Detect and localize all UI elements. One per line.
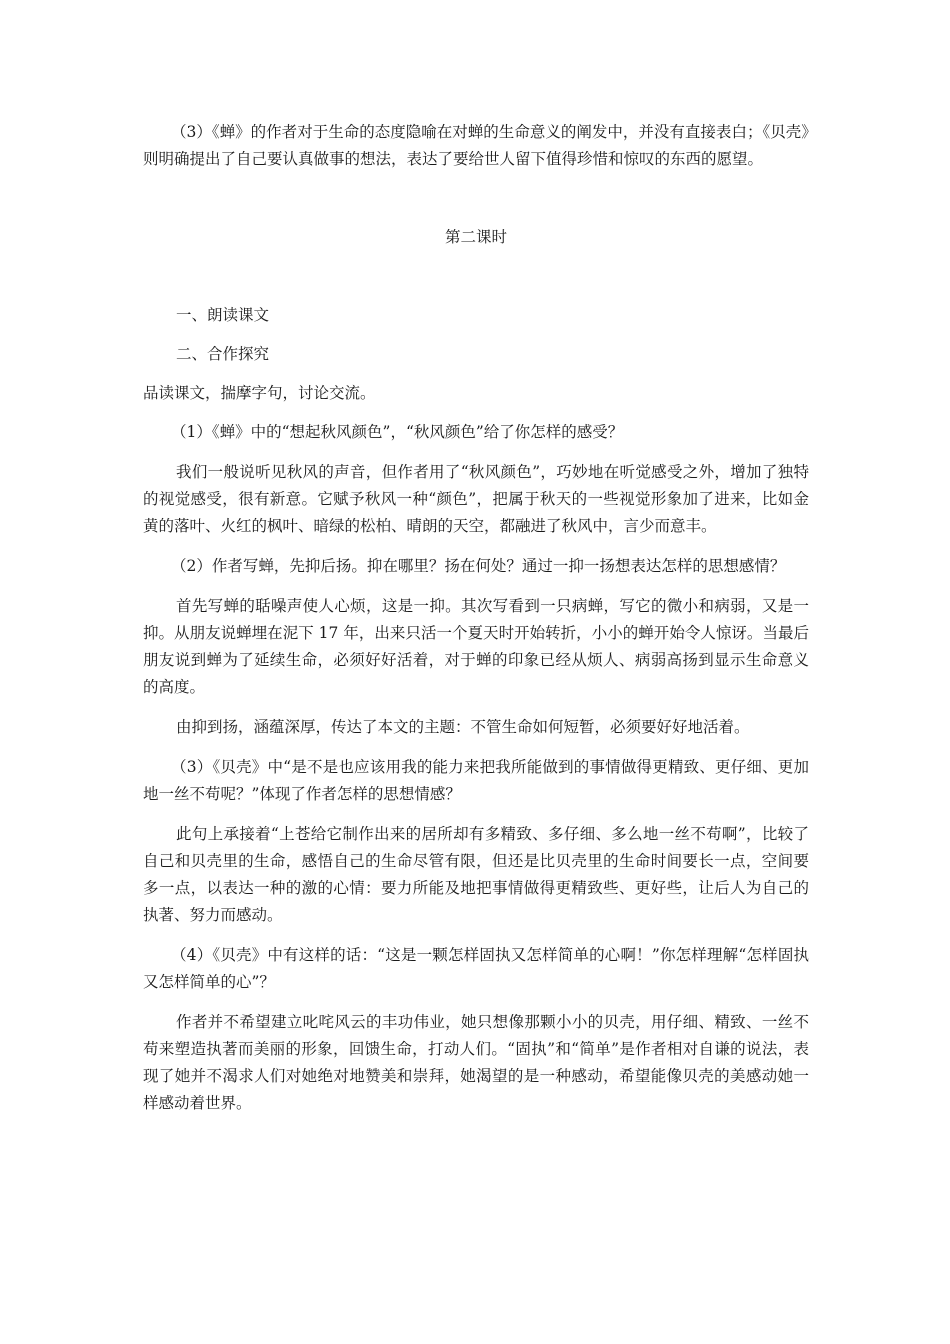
step-2: 二、合作探究 (176, 345, 270, 363)
intro-point-3: （3）《蝉》的作者对于生命的态度隐喻在对蝉的生命意义的阐发中，并没有直接表白；《贝壳》则明确提出了自己要认真做事的想法，表达了要给世人留下值得珍惜和惊叹的东西的愿望。 (143, 123, 809, 168)
step-1: 一、朗读课文 (176, 306, 270, 324)
answer-2-summary: 由抑到扬，涵蕴深厚，传达了本文的主题：不管生命如何短暂，必须要好好地活着。 (176, 718, 750, 736)
answer-3: 此句上承接着“上苍给它制作出来的居所却有多精致、多仔细、多么地一丝不苟啊”，比较了自己和贝壳里的生命，感悟自己的生命尽管有限，但还是比贝壳里的生命时间要长一点，空间要多一点，以表达一种的激的心情：要力所能及地把事情做得更精致些、更好些，让后人为自己的执著、努力而感动。 (143, 825, 809, 924)
lesson-title: 第二课时 (444, 228, 507, 246)
document-body (143, 119, 809, 1117)
task-instruction: 品读课文，揣摩字句，讨论交流。 (143, 384, 376, 402)
question-4: （4）《贝壳》中有这样的话：“这是一颗怎样固执又怎样简单的心啊！”你怎样理解“怎样固执又怎样简单的心”？ (143, 946, 809, 991)
answer-1: 我们一般说听见秋风的声音，但作者用了“秋风颜色”，巧妙地在听觉感受之外，增加了独特的视觉感受，很有新意。它赋予秋风一种“颜色”，把属于秋天的一些视觉形象加了进来，比如金黄的落叶、火红的枫叶、暗绿的松柏、晴朗的天空，都融进了秋风中，言少而意丰。 (143, 463, 809, 535)
question-3: （3）《贝壳》中“是不是也应该用我的能力来把我所能做到的事情做得更精致、更仔细、更加地一丝不苟呢？”体现了作者怎样的思想情感？ (143, 758, 809, 803)
answer-4: 作者并不希望建立叱咤风云的丰功伟业，她只想像那颗小小的贝壳，用仔细、精致、一丝不苟来塑造执著而美丽的形象，回馈生命，打动人们。“固执”和“简单”是作者相对自谦的说法，表现了她并不渴求人们对她绝对地赞美和崇拜，她渴望的是一种感动，希望能像贝壳的美感动她一样感动着世界。 (143, 1013, 809, 1112)
answer-2: 首先写蝉的聒噪声使人心烦，这是一抑。其次写看到一只病蝉，写它的微小和病弱，又是一抑。从朋友说蝉埋在泥下 17 年，出来只活一个夏天时开始转折，小小的蝉开始令人惊讶。当最后朋友说到蝉为了延续生命，必须好好活着，对于蝉的印象已经从烦人、病弱高扬到显示生命意义的高度。 (143, 597, 809, 696)
question-2: （2）作者写蝉，先抑后扬。抑在哪里？扬在何处？通过一抑一扬想表达怎样的思想感情？ (171, 557, 786, 575)
question-1: （1）《蝉》中的“想起秋风颜色”，“秋风颜色”给了你怎样的感受？ (171, 423, 624, 441)
